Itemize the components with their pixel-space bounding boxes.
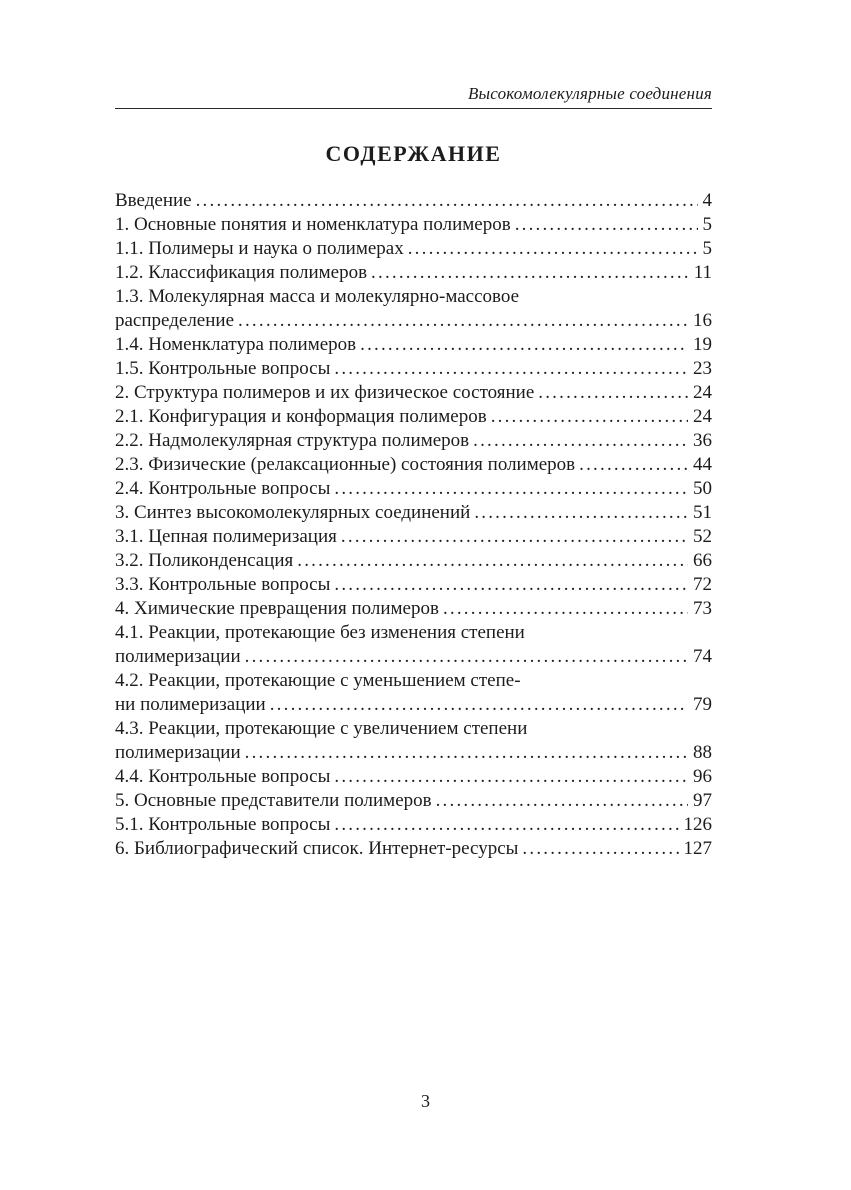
toc-entry-line [115,405,712,429]
toc-entry [115,837,712,861]
dot-leader [297,549,688,573]
page-number: 52 [693,526,712,547]
toc-entry-label: 1. Основные понятия и номенклатура полимеров [115,214,511,235]
toc-entry [115,237,712,261]
toc-entry-label: 1.3. Молекулярная масса и молекулярно-массовое [115,286,520,307]
dot-leader [474,501,688,525]
toc-entry-label: 3. Синтез высокомолекулярных соединений [115,502,471,523]
page-number: 79 [693,694,712,715]
toc-entry-line [115,309,712,333]
page-number: 24 [693,406,712,427]
page-number: 74 [693,646,712,667]
toc-entry [115,261,712,285]
toc-entry [115,333,712,357]
toc-entry-label: 1.5. Контрольные вопросы [115,358,331,379]
toc-entry-label: 2.2. Надмолекулярная структура полимеров [115,430,470,451]
dot-leader [196,189,698,213]
dot-leader [334,765,688,789]
toc-entry-label: 5.1. Контрольные вопросы [115,814,331,835]
page-number: 24 [693,382,712,403]
toc-entry-label: 4.3. Реакции, протекающие с увеличением степени [115,718,528,739]
dot-leader [538,381,688,405]
toc-entry-line [115,213,712,237]
toc-entry [115,789,712,813]
page-number: 16 [693,310,712,331]
page-number: 36 [693,430,712,451]
toc-entry [115,453,712,477]
dot-leader [473,429,688,453]
page-number: 51 [693,502,712,523]
dot-leader [245,741,688,765]
toc-entry-line [115,525,712,549]
toc-entry [115,669,712,717]
page-number: 72 [693,574,712,595]
dot-leader [334,357,688,381]
toc-entry-label: распределение [115,310,235,331]
page-number: 126 [683,814,712,835]
toc-entry [115,429,712,453]
toc-entry-line [115,261,712,285]
toc-entry-label: 4.1. Реакции, протекающие без изменения степени [115,622,525,643]
toc-entry-label: 4. Химические превращения полимеров [115,598,439,619]
page-number: 66 [693,550,712,571]
toc-entry [115,189,712,213]
dot-leader [238,309,688,333]
page-number: 44 [693,454,712,475]
toc-entry-line [115,813,712,837]
toc-entry [115,477,712,501]
dot-leader [334,477,688,501]
toc-entry-line [115,693,712,717]
toc-entry-label: ни полимеризации [115,694,266,715]
toc-entry-line [115,477,712,501]
toc-entry-label: 4.4. Контрольные вопросы [115,766,331,787]
toc-entry [115,525,712,549]
dot-leader [245,645,688,669]
toc-entry [115,285,712,333]
page-number: 19 [693,334,712,355]
toc-entry-label: 1.2. Классификация полимеров [115,262,368,283]
toc-entry-label: 1.1. Полимеры и наука о полимерах [115,238,404,259]
toc-entry-line [115,789,712,813]
toc-entry-line [115,837,712,861]
page-number: 96 [693,766,712,787]
toc-entry [115,597,712,621]
page-content [115,84,712,861]
toc-entry [115,501,712,525]
toc-entry-label: 2.3. Физические (релаксационные) состояния полимеров [115,454,576,475]
dot-leader [522,837,678,861]
toc-entry-line [115,765,712,789]
toc-entry-line [115,501,712,525]
toc-entry [115,381,712,405]
dot-leader [360,333,688,357]
page-number: 4 [702,190,712,211]
running-header: Высокомолекулярные соединения [115,84,712,109]
toc-entry [115,405,712,429]
dot-leader [334,573,688,597]
footer-page-number: 3 [421,1091,430,1111]
dot-leader [491,405,688,429]
toc-entry-line [115,741,712,765]
dot-leader [341,525,688,549]
toc-entry-line [115,597,712,621]
dot-leader [579,453,688,477]
toc-entry [115,813,712,837]
toc-entry [115,549,712,573]
toc-entry-label: 5. Основные представители полимеров [115,790,432,811]
toc-entry-line [115,381,712,405]
page-number: 11 [693,262,712,283]
toc-entry-line [115,333,712,357]
dot-leader [270,693,688,717]
toc-entry-line [115,453,712,477]
toc-entry-line [115,237,712,261]
toc-entry-label: 3.2. Поликонденсация [115,550,294,571]
dot-leader [443,597,688,621]
toc-entry-label: 2. Структура полимеров и их физическое состояние [115,382,535,403]
toc-entry [115,717,712,765]
toc-entry-label: Введение [115,190,192,211]
dot-leader [515,213,698,237]
page-number: 23 [693,358,712,379]
dot-leader [436,789,688,813]
toc-entry-line [115,189,712,213]
page-number: 5 [702,214,712,235]
toc-entry-label: полимеризации [115,742,241,763]
toc-entry-label: 3.1. Цепная полимеризация [115,526,337,547]
page-number: 50 [693,478,712,499]
toc-list [115,189,712,861]
page-number: 88 [693,742,712,763]
toc-entry-label: 6. Библиографический список. Интернет-ресурсы [115,838,519,859]
toc-entry-label: 2.1. Конфигурация и конформация полимеров [115,406,487,427]
page-number: 73 [693,598,712,619]
toc-entry [115,573,712,597]
toc-entry-line [115,573,712,597]
toc-entry-line [115,357,712,381]
toc-entry-line [115,549,712,573]
toc-entry-label: 4.2. Реакции, протекающие с уменьшением степе- [115,670,521,691]
dot-leader [371,261,689,285]
toc-entry-label: 1.4. Номенклатура полимеров [115,334,357,355]
toc-entry [115,621,712,669]
page-number: 97 [693,790,712,811]
page-number: 5 [702,238,712,259]
page-title: СОДЕРЖАНИЕ [325,141,502,166]
dot-leader [334,813,678,837]
toc-entry [115,213,712,237]
toc-entry [115,357,712,381]
dot-leader [408,237,698,261]
toc-entry [115,765,712,789]
toc-entry-line [115,429,712,453]
toc-entry-line [115,645,712,669]
toc-entry-label: 2.4. Контрольные вопросы [115,478,331,499]
toc-entry-label: 3.3. Контрольные вопросы [115,574,331,595]
toc-entry-label: полимеризации [115,646,241,667]
page-number: 127 [683,838,712,859]
